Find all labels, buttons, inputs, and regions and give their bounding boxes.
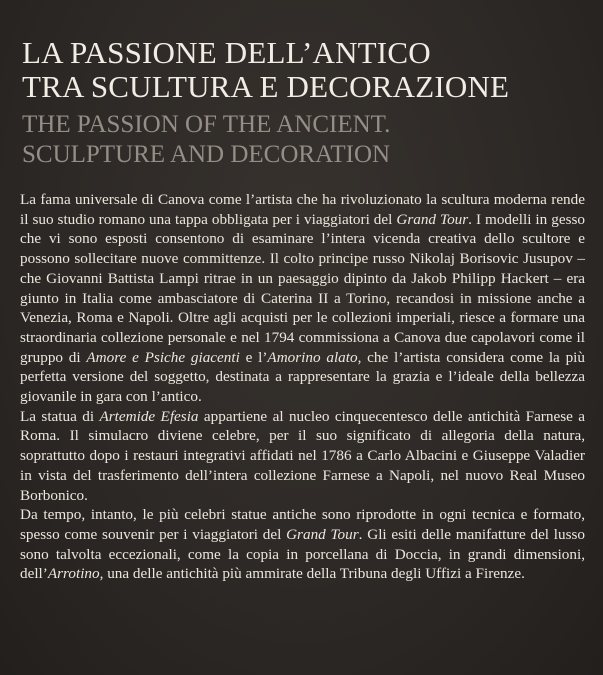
text-run: e l’ <box>239 348 268 366</box>
text-run: La statua di <box>20 407 100 425</box>
italic-term: Artemide Efesia <box>99 407 199 425</box>
text-run: La fama universale di Canova come l’artista che ha rivoluzionato la scultura moderna rende il suo studio romano una tappa obbligata per i viaggiatori del <box>20 191 585 228</box>
english-title <box>22 110 592 170</box>
text-run: , una delle antichità più ammirate della Tribuna degli Uffizi a Firenze. <box>99 565 525 583</box>
english-title-line-1: THE PASSION OF THE ANCIENT. <box>22 111 391 138</box>
text-run: appartiene al nucleo cinquecentesco delle antichità Farnese a Roma. Il simulacro diviene celebre, per il suo significato di allegoria della natura, soprattutto dopo i restauri integrativi affidati nel 1786 a Carlo Albacini e Giuseppe Valadier in vista del trasferimento dell’intera collezione Farnese a Napoli, nel nuovo Real Museo Borbonico. <box>20 407 585 504</box>
text-run: . I modelli in gesso che vi sono esposti consentono di esaminare l’intera vicenda creativa dello scultore e possono sollecitare nuove committenze. Il colto principe russo Nikolaj Borisovic Jusupov – che Giovanni Battista Lampi ritrae in un paesaggio dipinto da Jakob Philipp Hackert – era giunto in Italia come ambasciatore di Caterina II a Torino, recandosi in missione anche a Venezia, Roma e Napoli. Oltre agli acquisti per le collezioni imperiali, riesce a formare una straordinaria collezione personale e nel 1794 commissiona a Canova due capolavori come il gruppo di <box>20 210 585 366</box>
text-run: . Gli esiti delle manifatture del lusso sono talvolta eccezionali, come la copia in porcellana di Doccia, in grandi dimensioni, dell’ <box>20 525 586 583</box>
italian-title-line-1: LA PASSIONE DELL’ANTICO <box>22 35 431 70</box>
text-run: , che l’artista considera come la più perfetta versione del soggetto, destinata a rappresentare la grazia e l’ideale della bellezza giovanile in gara con l’antico. <box>20 348 585 406</box>
english-title-line-2: SCULPTURE AND DECORATION <box>22 141 391 168</box>
italic-term: Arrotino <box>47 565 100 583</box>
italic-term: Grand Tour <box>396 210 469 228</box>
italic-term: Amore e Psiche giacenti <box>86 348 240 366</box>
italic-term: Grand Tour <box>286 525 359 543</box>
paragraph-souvenir-copies <box>20 505 585 584</box>
text-run: Da tempo, intanto, le più celebri statue antiche sono riprodotte in ogni tecnica e formato, spesso come souvenir per i viaggiatori del <box>20 506 585 543</box>
body-text <box>20 190 585 584</box>
italic-term: Amorino alato <box>267 348 358 366</box>
paragraph-canova-jusupov <box>20 190 585 407</box>
italian-title <box>22 36 592 104</box>
italian-title-line-2: TRA SCULTURA E DECORAZIONE <box>22 69 510 104</box>
paragraph-artemide-efesia <box>20 407 585 506</box>
